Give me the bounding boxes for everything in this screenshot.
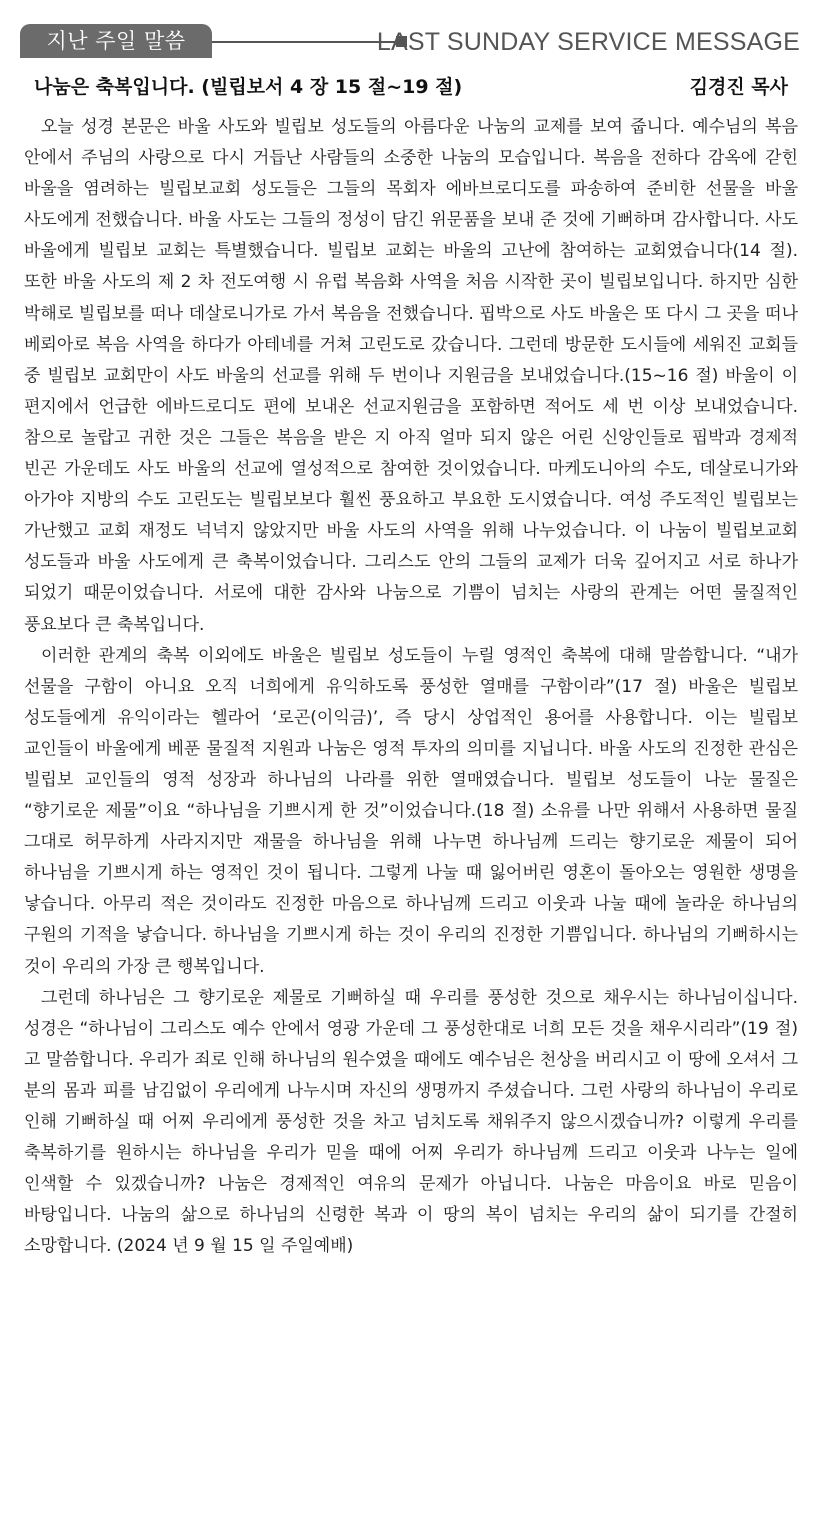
sermon-body [24,112,798,1262]
sermon-paragraph-1: 오늘 성경 본문은 바울 사도와 빌립보 성도들의 아름다운 나눔의 교제를 보여 줍니다. 예수님의 복음 안에서 주님의 사랑으로 다시 거듭난 사람들의 소중한 나눔의 모습입니다. 복음을 전하다 감옥에 갇힌 바울을 염려하는 빌립보교회 성도들은 그들의 목회자 에바브로디도를 파송하여 준비한 선물을 바울 사도에게 전했습니다. 바울 사도는 그들의 정성이 담긴 위문품을 보내 준 것에 기뻐하며 감사합니다. 사도 바울에게 빌립보 교회는 특별했습니다. 빌립보 교회는 바울의 고난에 참여하는 교회였습니다(14 절). 또한 바울 사도의 제 2 차 전도여행 시 유럽 복음화 사역을 처음 시작한 곳이 빌립보입니다. 하지만 심한 박해로 빌립보를 떠나 데살로니가로 가서 복음을 전했습니다. 핍박으로 사도 바울은 또 다시 그 곳을 떠나 베뢰아로 복음 사역을 하다가 아테네를 거쳐 고린도로 갔습니다. 그런데 방문한 도시들에 세워진 교회들 중 빌립보 교회만이 사도 바울의 선교를 위해 두 번이나 지원금을 보내었습니다.(15~16 절) 바울이 이 편지에서 언급한 에바드로디도 편에 보내온 선교지원금을 포함하면 적어도 세 번 이상 보내었습니다. 참으로 놀랍고 귀한 것은 그들은 복음을 받은 지 아직 얼마 되지 않은 어린 신앙인들로 핍박과 경제적 빈곤 가운데도 사도 바울의 선교에 열성적으로 참여한 것이었습니다. 마케도니아의 수도, 데살로니가와 아가야 지방의 수도 고린도는 빌립보보다 훨씬 풍요하고 부요한 도시였습니다. 여성 주도적인 빌립보는 가난했고 교회 재정도 넉넉지 않았지만 바울 사도의 사역을 위해 나누었습니다. 이 나눔이 빌립보교회 성도들과 바울 사도에게 큰 축복이었습니다. 그리스도 안의 그들의 교제가 더욱 깊어지고 서로 하나가 되었기 때문이었습니다. 서로에 대한 감사와 나눔으로 기쁨이 넘치는 사랑의 관계는 어떤 물질적인 풍요보다 큰 축복입니다. [24,117,798,635]
section-header [20,22,800,62]
section-title-english: LAST SUNDAY SERVICE MESSAGE [376,28,800,56]
section-tag: 지난 주일 말씀 [20,24,212,58]
sermon-paragraph-2: 이러한 관계의 축복 이외에도 바울은 빌립보 성도들이 누릴 영적인 축복에 대해 말씀합니다. “내가 선물을 구함이 아니요 오직 너희에게 유익하도록 풍성한 열매를 구함이라”(17 절) 바울은 빌립보 성도들에게 유익이라는 헬라어 ‘로곤(이익금)’, 즉 당시 상업적인 용어를 사용합니다. 이는 빌립보 교인들이 바울에게 베푼 물질적 지원과 나눔은 영적 투자의 의미를 지닙니다. 바울 사도의 진정한 관심은 빌립보 교인들의 영적 성장과 하나님의 나라를 위한 열매였습니다. 빌립보 성도들이 나눈 물질은 “향기로운 제물”이요 “하나님을 기쁘시게 한 것”이었습니다.(18 절) 소유를 나만 위해서 사용하면 물질 그대로 허무하게 사라지지만 재물을 하나님을 위해 나누면 하나님께 드리는 향기로운 제물이 되어 하나님을 기쁘시게 하는 영적인 것이 됩니다. 그렇게 나눌 때 잃어버린 영혼이 돌아오는 영원한 생명을 낳습니다. 아무리 적은 것이라도 진정한 마음으로 하나님께 드리고 이웃과 나눌 때에 놀라운 하나님의 구원의 기적을 낳습니다. 하나님을 기쁘시게 하는 것이 우리의 진정한 기쁨입니다. 하나님의 기뻐하시는 것이 우리의 가장 큰 행복입니다. [24,645,798,977]
sermon-paragraph-3: 그런데 하나님은 그 향기로운 제물로 기뻐하실 때 우리를 풍성한 것으로 채우시는 하나님이십니다. 성경은 “하나님이 그리스도 예수 안에서 영광 가운데 그 풍성한대로 너희 모든 것을 채우시리라”(19 절)고 말씀합니다. 우리가 죄로 인해 하나님의 원수였을 때에도 예수님은 천상을 버리시고 이 땅에 오셔서 그 분의 몸과 피를 남김없이 우리에게 나누시며 자신의 생명까지 주셨습니다. 그런 사랑의 하나님이 우리로 인해 기뻐하실 때 어찌 우리에게 풍성한 것을 차고 넘치도록 채워주지 않으시겠습니까? 이렇게 우리를 축복하기를 원하시는 하나님을 우리가 믿을 때에 어찌 우리가 하나님께 드리고 이웃과 나누는 일에 인색할 수 있겠습니까? 나눔은 경제적인 여유의 문제가 아닙니다. 나눔은 마음이요 바로 믿음이 바탕입니다. 나눔의 삶으로 하나님의 신령한 복과 이 땅의 복이 넘치는 우리의 삶이 되기를 간절히 소망합니다. (2024 년 9 월 15 일 주일예배) [24,987,798,1257]
header-rule [212,41,398,43]
sermon-title-row [34,72,788,102]
sermon-author: 김경진 목사 [689,76,788,98]
sermon-title: 나눔은 축복입니다. (빌립보서 4 장 15 절~19 절) [34,76,463,98]
